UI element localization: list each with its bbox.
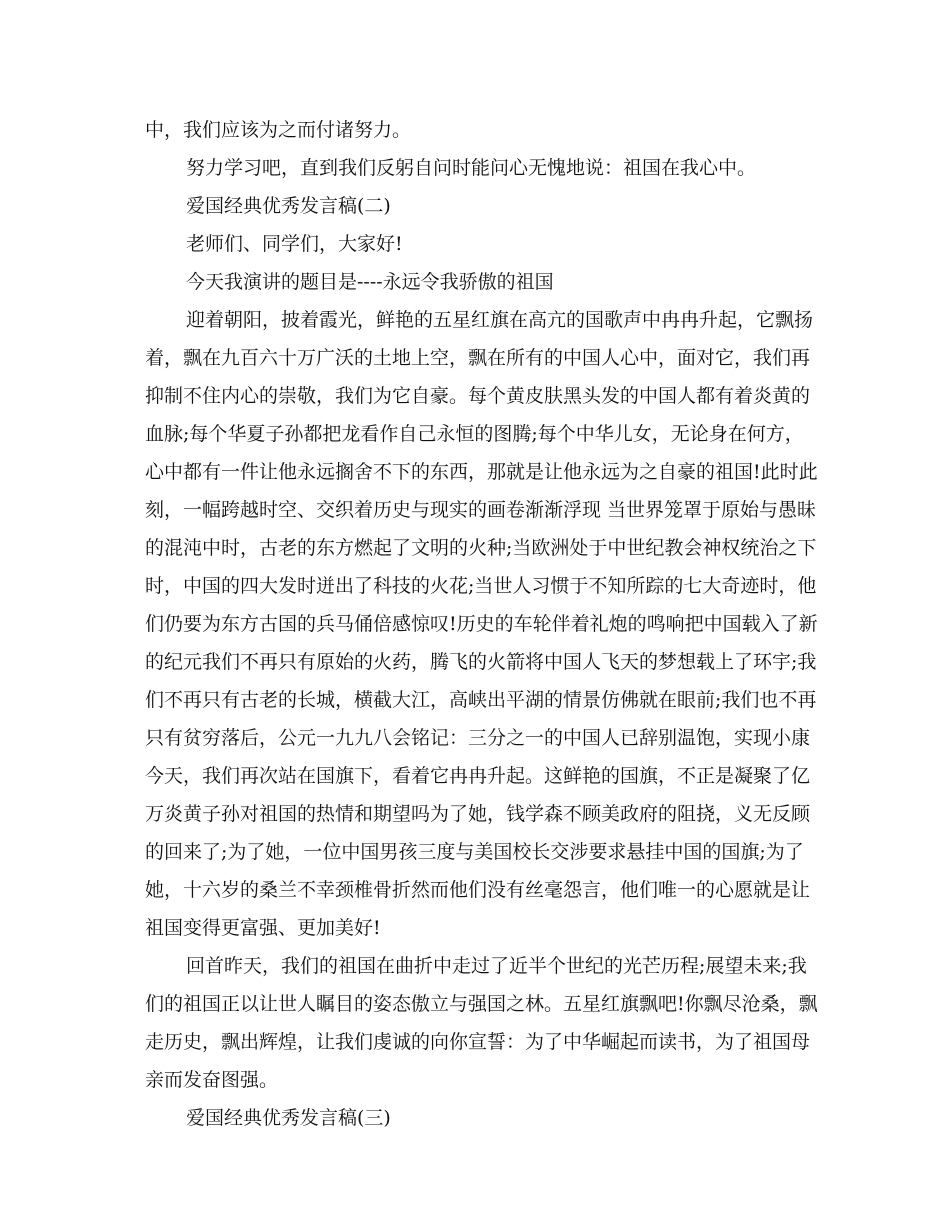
paragraph-line: 的纪元我们不再只有原始的火药，腾飞的火箭将中国人飞天的梦想载上了环宇;我 [145, 651, 817, 673]
paragraph-line: 抑制不住内心的崇敬，我们为它自豪。每个黄皮肤黑头发的中国人都有着炎黄的 [145, 385, 811, 407]
paragraph-line: 她，十六岁的桑兰不幸颈椎骨折然而他们没有丝毫怨言，他们唯一的心愿就是让 [145, 879, 811, 901]
paragraph-line: 走历史，飘出辉煌，让我们虔诚的向你宣誓：为了中华崛起而读书，为了祖国母 [145, 1031, 811, 1053]
paragraph-line: 回首昨天，我们的祖国在曲折中走过了近半个世纪的光芒历程;展望未来;我 [186, 955, 807, 977]
paragraph-line: 刻，一幅跨越时空、交织着历史与现实的画卷渐渐浮现 当世界笼罩于原始与愚昧 [145, 499, 817, 521]
section-heading: 爱国经典优秀发言稿(二) [186, 195, 391, 217]
paragraph-line: 着，飘在九百六十万广沃的土地上空，飘在所有的中国人心中，面对它，我们再 [145, 347, 811, 369]
paragraph-line: 迎着朝阳，披着霞光，鲜艳的五星红旗在高亢的国歌声中冉冉升起，它飘扬 [186, 309, 814, 331]
paragraph-line: 的混沌中时，古老的东方燃起了文明的火种;当欧洲处于中世纪教会神权统治之下 [145, 537, 817, 559]
paragraph-line: 只有贫穷落后，公元一九九八会铭记：三分之一的中国人已辞别温饱，实现小康 [145, 727, 811, 749]
paragraph-line: 万炎黄子孙对祖国的热情和期望吗为了她，钱学森不顾美政府的阻挠，义无反顾 [145, 803, 811, 825]
paragraph-line: 们的祖国正以让世人瞩目的姿态傲立与强国之林。五星红旗飘吧!你飘尽沧桑，飘 [145, 993, 818, 1015]
paragraph-line: 亲而发奋图强。 [145, 1069, 279, 1091]
greeting-line: 老师们、同学们，大家好! [186, 233, 403, 255]
section-heading: 爱国经典优秀发言稿(三) [186, 1107, 391, 1129]
paragraph-line: 祖国变得更富强、更加美好! [145, 917, 381, 939]
paragraph-line: 血脉;每个华夏子孙都把龙看作自己永恒的图腾;每个中华儿女，无论身在何方， [145, 423, 804, 445]
paragraph-line: 努力学习吧，直到我们反躬自问时能问心无愧地说：祖国在我心中。 [186, 157, 757, 179]
speech-title-line: 今天我演讲的题目是----永远令我骄傲的祖国 [186, 271, 554, 293]
paragraph-line: 们不再只有古老的长城，横截大江，高峡出平湖的情景仿佛就在眼前;我们也不再 [145, 689, 817, 711]
paragraph-line: 今天，我们再次站在国旗下，看着它冉冉升起。这鲜艳的国旗，不正是凝聚了亿 [145, 765, 811, 787]
paragraph-line: 的回来了;为了她，一位中国男孩三度与美国校长交涉要求悬挂中国的国旗;为了 [145, 841, 804, 863]
paragraph-line: 时，中国的四大发时迸出了科技的火花;当世人习惯于不知所踪的七大奇迹时，他 [145, 575, 817, 597]
paragraph-line: 中，我们应该为之而付诸努力。 [145, 119, 412, 141]
paragraph-line: 们仍要为东方古国的兵马俑倍感惊叹!历史的车轮伴着礼炮的鸣响把中国载入了新 [145, 613, 818, 635]
paragraph-line: 心中都有一件让他永远搁舍不下的东西，那就是让他永远为之自豪的祖国!此时此 [145, 461, 818, 483]
